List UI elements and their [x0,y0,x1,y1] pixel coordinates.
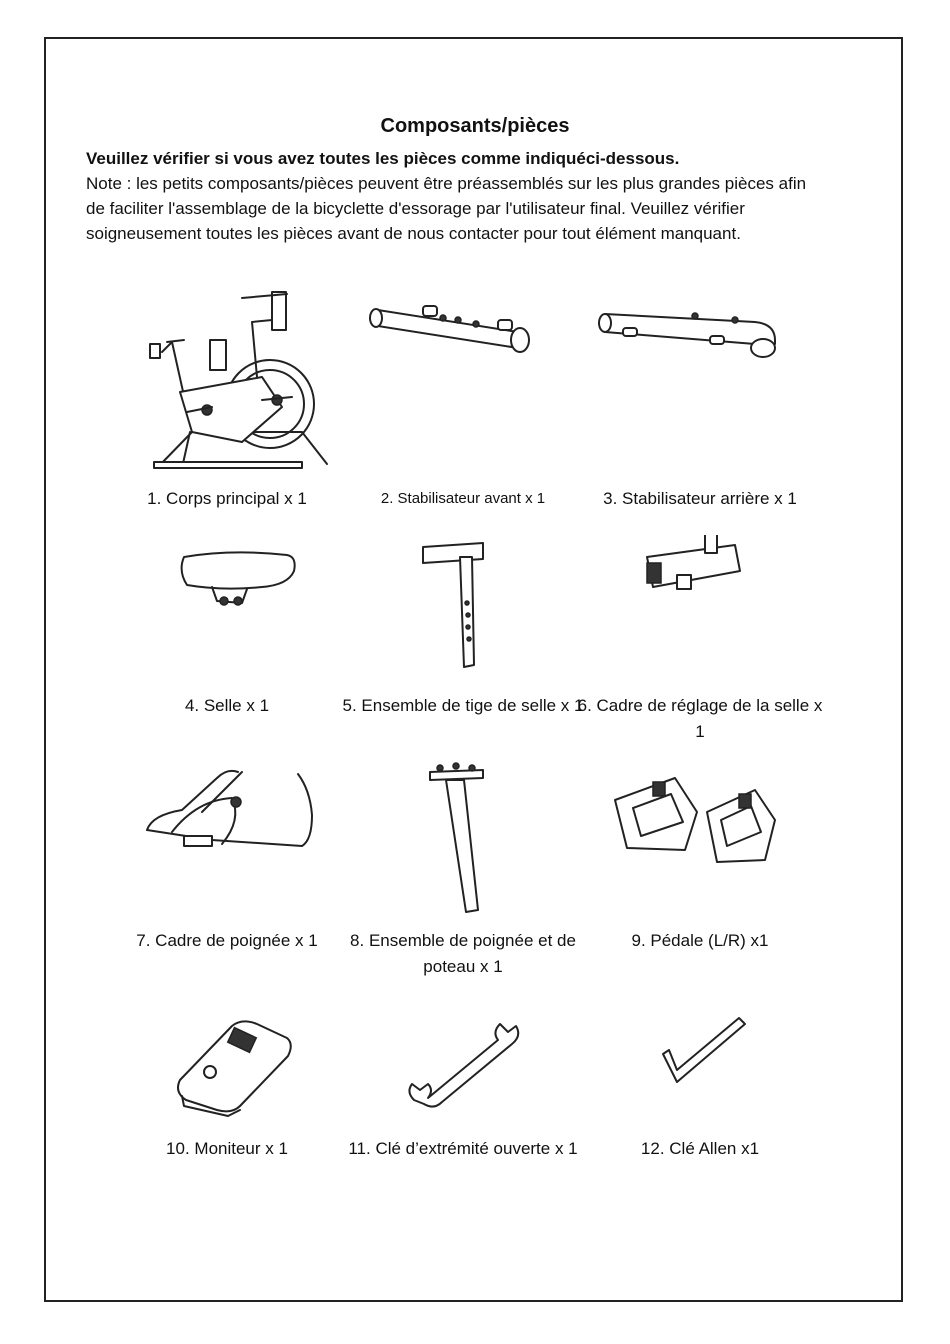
part-12 [585,1010,815,1210]
part-10 [112,1010,342,1210]
part-12-label: 12. Clé Allen x1 [640,1139,760,1158]
monitor-icon [112,1010,342,1120]
intro-note: Note : les petits composants/pièces peuvent être préassemblés sur les plus grandes pièces afin de faciliter l'assemblage de la bicyclette d'essorage par l'utilisateur final. Veuillez vérifier soigneusement toutes les pièces avant de nous contacter pour tout élément manquant. [86,174,807,243]
part-5-label: 5. Ensemble de tige de selle x 1 [342,696,584,715]
part-4-label: 4. Selle x 1 [184,696,270,715]
part-7 [112,760,342,960]
handlebar-icon [112,760,342,860]
front-stabilizer-icon [348,282,578,382]
part-6 [577,535,823,741]
seat-slider-icon [585,535,815,625]
part-6-label: 6. Cadre de réglage de la selle x 1 [577,696,823,741]
part-1 [112,282,342,522]
part-2-label: 2. Stabilisateur avant x 1 [380,490,546,507]
page-title: Composants/pièces [380,115,570,137]
allen-key-icon [585,1010,815,1120]
saddle-icon [112,535,342,625]
part-7-label: 7. Cadre de poignée x 1 [136,931,318,950]
part-2 [348,282,578,522]
part-11 [348,1010,578,1210]
rear-stabilizer-icon [585,282,815,382]
part-4 [112,535,342,735]
part-9 [585,760,815,960]
part-8-label: 8. Ensemble de poignée et de poteau x 1 [350,931,576,976]
seat-post-icon [348,535,578,675]
part-1-label: 1. Corps principal x 1 [147,489,307,508]
part-5 [342,535,584,735]
intro-text [86,146,826,246]
part-8 [348,760,578,980]
part-9-label: 9. Pédale (L/R) x1 [631,931,769,950]
part-3 [585,282,815,522]
handlebar-post-icon [348,760,578,920]
part-10-label: 10. Moniteur x 1 [166,1139,288,1158]
part-11-label: 11. Clé d’extrémité ouverte x 1 [348,1139,578,1158]
bike-frame-icon [112,282,342,482]
intro-bold-line: Veuillez vérifier si vous avez toutes les pièces comme indiquéci-dessous. [86,149,680,168]
pedals-icon [585,760,815,880]
wrench-icon [348,1010,578,1120]
part-3-label: 3. Stabilisateur arrière x 1 [603,489,797,508]
